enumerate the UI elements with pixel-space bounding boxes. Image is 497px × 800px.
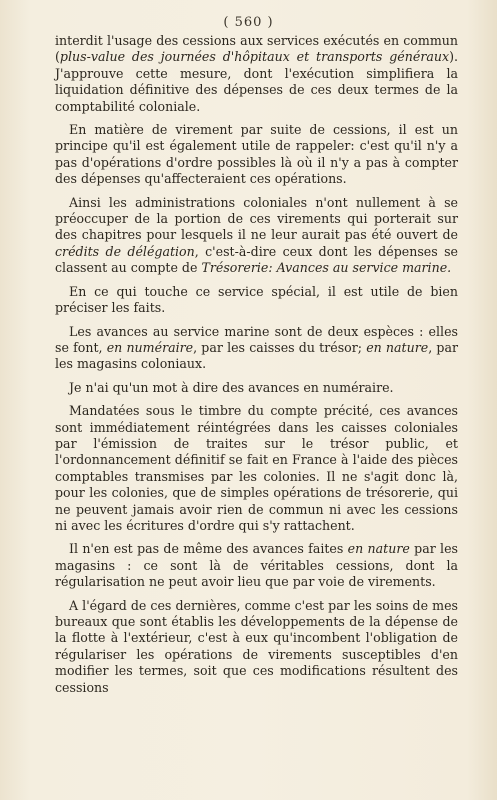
page-number: ( 560 ) bbox=[223, 15, 274, 30]
paragraph bbox=[55, 403, 458, 534]
paragraph bbox=[55, 195, 458, 277]
italic-text: Trésorerie: Avances au service marine. bbox=[201, 260, 452, 276]
italic-text: en numéraire bbox=[106, 339, 194, 355]
paragraph bbox=[55, 598, 458, 696]
text-run: , par les caisses du trésor; bbox=[193, 339, 367, 355]
text-run: Il n'en est pas de même des avances faites bbox=[69, 541, 348, 557]
paragraph bbox=[55, 122, 458, 188]
italic-text: en nature bbox=[347, 541, 410, 557]
text-run: , c'est-à-dire ceux dont les dépenses se classent au compte de bbox=[55, 243, 458, 276]
paragraph bbox=[55, 284, 458, 317]
italic-text: en nature bbox=[366, 339, 429, 355]
paragraph bbox=[55, 33, 458, 115]
italic-text: plus-value des journées d'hôpitaux et transports généraux bbox=[59, 49, 450, 65]
text-run: En ce qui touche ce service spécial, il est utile de bien préciser les faits. bbox=[55, 283, 458, 316]
paragraph bbox=[55, 541, 458, 590]
text-run: Ainsi les administrations coloniales n'ont nullement à se préoccuper de la portion de ces virements qui porterait sur des chapitres pour lesquels il ne leur aurait pas été ouvert de bbox=[55, 194, 458, 243]
italic-text: crédits de délégation bbox=[55, 243, 195, 259]
paragraph bbox=[55, 380, 458, 396]
body-text bbox=[55, 33, 458, 703]
text-run: En matière de virement par suite de cessions, il est un principe qu'il est également utile de rappeler: c'est qu'il n'y a pas d'opérations d'ordre possibles là où il n'y a pas à compter des dépenses qu'affecteraient ces opérations. bbox=[55, 122, 458, 187]
text-run: Les avances au service marine sont de deux espèces : elles se font, bbox=[55, 323, 458, 355]
text-run: ). J'approuve cette mesure, dont l'exécution simplifiera la liquidation définitive des dépenses de ces deux termes de la comptabilité coloniale. bbox=[55, 49, 458, 114]
text-run: Mandatées sous le timbre du compte précité, ces avances sont immédiatement réintégrées dans les caisses coloniales par l'émission de traites sur le trésor public, et l'ordonnancement définitif se fait en France à l'aide des pièces comptables transmises par les colonies. Il ne s'agit donc là, pour les colonies, que de simples opérations de trésorerie, qui ne peuvent jamais avoir rien de commun ni avec les cessions ni avec les écritures d'ordre qui s'y rattachent. bbox=[55, 403, 458, 533]
text-run: Je n'ai qu'un mot à dire des avances en numéraire. bbox=[69, 379, 394, 395]
paragraph bbox=[55, 324, 458, 373]
text-run: interdit l'usage des cessions aux services exécutés en commun ( bbox=[55, 33, 458, 65]
text-run: A l'égard de ces dernières, comme c'est par les soins de mes bureaux que sont établis les développements de la dépense de la flotte à l'extérieur, c'est à eux qu'incombent l'obligation de régulariser les opérations de virements susceptibles d'en modifier les termes, soit que ces modifications résultent des cessions bbox=[55, 597, 458, 695]
text-run: , par les magasins coloniaux. bbox=[55, 339, 458, 372]
text-run: par les magasins : ce sont là de véritables cessions, dont la régularisation ne peut avoir lieu que par voie de virements. bbox=[55, 541, 458, 590]
